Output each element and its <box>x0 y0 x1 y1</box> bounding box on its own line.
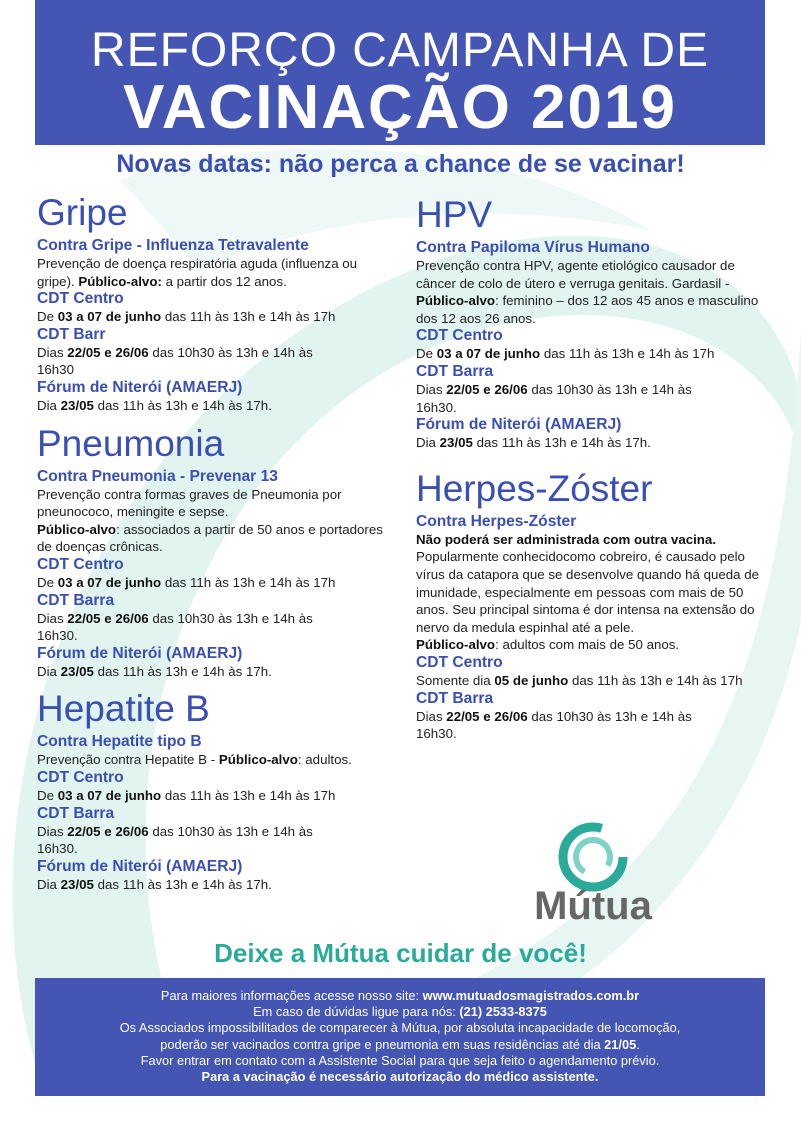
gripe-loc-barra: CDT Barr <box>37 325 106 343</box>
herpes-target: Público-alvo: adultos com mais de 50 anos. <box>416 637 680 653</box>
section-pneumonia <box>37 421 397 681</box>
herpes-loc-barra-dates: Dias 22/05 e 26/06 das 10h30 às 13h e 14h às 16h30. <box>416 708 692 742</box>
header-line2: VACINAÇÃO 2019 <box>122 73 677 142</box>
hepatite-subtitle: Contra Hepatite tipo B <box>37 733 202 751</box>
gripe-title: Gripe <box>37 192 128 233</box>
pneumonia-loc-niteroi: Fórum de Niterói (AMAERJ) <box>37 644 243 662</box>
footer-line-site: Para maiores informações acesse nosso site: www.mutuadosmagistrados.com.br <box>160 988 640 1003</box>
pneumonia-loc-barra: CDT Barra <box>37 591 115 609</box>
hpv-title: HPV <box>416 194 493 235</box>
herpes-loc-barra: CDT Barra <box>416 689 494 707</box>
pneumonia-loc-centro-dates: De 03 a 07 de junho das 11h às 13h e 14h às 17h <box>37 574 336 590</box>
header-line1: REFORÇO CAMPANHA DE <box>90 24 710 77</box>
gripe-loc-niteroi-dates: Dia 23/05 das 11h às 13h e 14h às 17h. <box>37 397 272 413</box>
footer-line-phone: Em caso de dúvidas ligue para nós: (21) 2533-8375 <box>253 1004 547 1020</box>
herpes-loc-centro: CDT Centro <box>416 653 503 671</box>
hpv-loc-centro-dates: De 03 a 07 de junho das 11h às 13h e 14h às 17h <box>416 346 715 362</box>
herpes-loc-centro-dates: Somente dia 05 de junho das 11h às 13h e 14h às 17h <box>416 672 743 688</box>
pneumonia-loc-barra-dates: Dias 22/05 e 26/06 das 10h30 às 13h e 14h às 16h30. <box>37 610 313 644</box>
footer-line-3: Os Associados impossibilitados de comparecer à Mútua, por absoluta incapacidade de locomoção, <box>119 1020 681 1036</box>
herpes-title: Herpes-Zóster <box>416 467 653 509</box>
pneumonia-subtitle: Contra Pneumonia - Prevenar 13 <box>37 467 278 485</box>
section-herpes <box>416 466 776 743</box>
hpv-loc-niteroi: Fórum de Niterói (AMAERJ) <box>416 416 622 434</box>
footer-info <box>35 978 765 1096</box>
hepatite-loc-barra-dates: Dias 22/05 e 26/06 das 10h30 às 13h e 14h às 16h30. <box>37 823 313 857</box>
site-link[interactable]: www.mutuadosmagistrados.com.br <box>422 988 640 1003</box>
section-gripe <box>37 190 397 415</box>
gripe-loc-centro-dates: De 03 a 07 de junho das 11h às 13h e 14h às 17h <box>37 309 336 325</box>
pneumonia-description: Prevenção contra formas graves de Pneumonia por pneunococo, meningite e sepse. Público-alvo: associados a partir de 50 anos e portadores de doenças crônicas. <box>37 486 383 555</box>
section-hpv <box>416 192 776 452</box>
footer-line-6: Para a vacinação é necessário autorização do médico assistente. <box>201 1069 599 1085</box>
gripe-loc-niteroi: Fórum de Niterói (AMAERJ) <box>37 378 243 396</box>
pneumonia-title: Pneumonia <box>37 422 225 464</box>
pneumonia-loc-niteroi-dates: Dia 23/05 das 11h às 13h e 14h às 17h. <box>37 663 272 679</box>
subtitle: Novas datas: não perca a chance de se vacinar! <box>116 150 685 178</box>
gripe-subtitle: Contra Gripe - Influenza Tetravalente <box>37 237 309 254</box>
left-column <box>37 190 397 893</box>
herpes-subtitle: Contra Herpes-Zóster <box>416 512 577 530</box>
mutua-logo <box>518 822 668 942</box>
hepatite-loc-barra: CDT Barra <box>37 804 115 822</box>
right-column <box>416 192 776 743</box>
hpv-description: Prevenção contra HPV, agente etiológico causador de câncer de colo de útero e verruga genitais. Gardasil - Público-alvo: feminino – dos 12 aos 45 anos e masculino dos 12 aos 26 anos. <box>416 258 759 326</box>
hepatite-loc-niteroi-dates: Dia 23/05 das 11h às 13h e 14h às 17h. <box>37 876 272 892</box>
hpv-subtitle: Contra Papiloma Vírus Humano <box>416 239 650 256</box>
footer-line-5: Favor entrar em contato com a Assistente Social para que seja feito o agendamento prévio. <box>140 1052 660 1068</box>
mutua-logo-icon <box>518 822 668 892</box>
hepatite-description: Prevenção contra Hepatite B - Público-alvo: adultos. <box>37 752 352 768</box>
hepatite-loc-niteroi: Fórum de Niterói (AMAERJ) <box>37 857 243 875</box>
pneumonia-loc-centro: CDT Centro <box>37 555 124 573</box>
footer-line-4: poderão ser vacinados contra gripe e pneumonia em suas residências até dia 21/05. <box>160 1036 640 1052</box>
slogan: Deixe a Mútua cuidar de você! <box>214 938 587 968</box>
hepatite-title: Hepatite B <box>37 688 210 730</box>
phone-number[interactable]: (21) 2533-8375 <box>459 1004 547 1020</box>
header-banner <box>35 0 765 145</box>
mutua-logo-text: Mútua <box>534 884 652 928</box>
herpes-description: Não poderá ser administrada com outra vacina. Popularmente conhecidocomo cobreiro, é causado pelo vírus da catapora que se desenvolve quando há queda de imunidade, especialmente em pessoas com mais de 50 anos. Seu principal sintoma é dor intensa na extensão do nervo da medula espinhal até a pele. <box>416 531 760 635</box>
section-hepatite <box>37 686 397 893</box>
hepatite-loc-centro-dates: De 03 a 07 de junho das 11h às 13h e 14h às 17h <box>37 787 336 803</box>
hpv-loc-niteroi-dates: Dia 23/05 das 11h às 13h e 14h às 17h. <box>416 435 651 451</box>
hepatite-loc-centro: CDT Centro <box>37 768 124 786</box>
gripe-description: Prevenção de doença respiratória aguda (influenza ou gripe). Público-alvo: a partir dos 12 anos. <box>37 256 358 289</box>
gripe-loc-centro: CDT Centro <box>37 290 124 308</box>
hpv-loc-barra-dates: Dias 22/05 e 26/06 das 10h30 às 13h e 14h às 16h30. <box>416 381 692 415</box>
hpv-loc-barra: CDT Barra <box>416 362 494 380</box>
gripe-loc-barra-dates: Dias 22/05 e 26/06 das 10h30 às 13h e 14h às 16h30 <box>37 344 313 378</box>
hpv-loc-centro: CDT Centro <box>416 327 503 345</box>
